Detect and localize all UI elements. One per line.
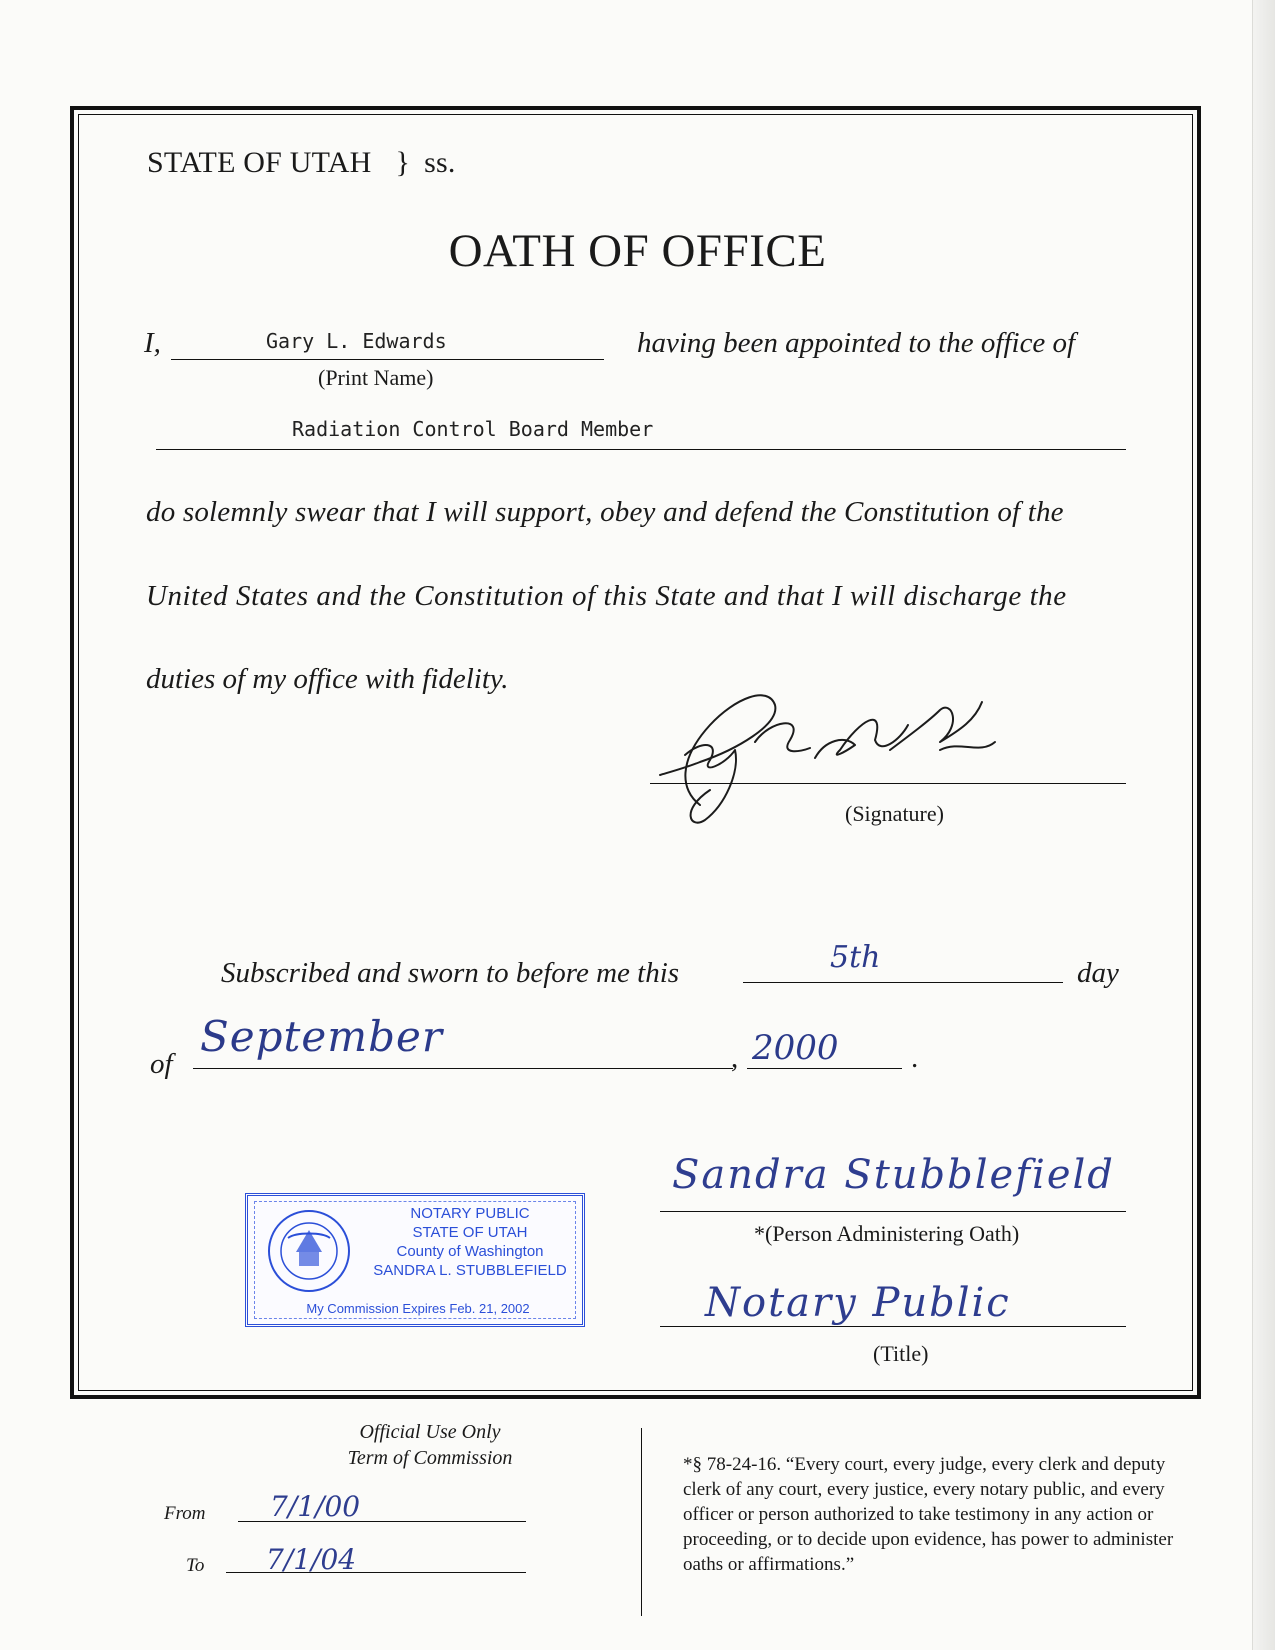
month-value[interactable]: September (200, 1012, 443, 1061)
administrator-caption: *(Person Administering Oath) (754, 1221, 1020, 1246)
office-line (156, 449, 1126, 450)
official-use-title: Official Use Only (359, 1421, 501, 1443)
printed-name-field[interactable]: Gary L. Edwards (266, 329, 447, 353)
document-title: OATH OF OFFICE (448, 225, 827, 277)
signature-line (650, 783, 1126, 784)
administrator-line (660, 1211, 1126, 1212)
day-line (743, 982, 1063, 983)
affiant-signature (640, 680, 1040, 840)
office-field[interactable]: Radiation Control Board Member (292, 417, 654, 441)
administrator-signature: Sandra Stubblefield (672, 1152, 1115, 1198)
brace-glyph: } (395, 146, 411, 179)
from-line (238, 1521, 526, 1522)
term-of-commission: Term of Commission (347, 1447, 513, 1469)
footer-divider (641, 1428, 642, 1616)
title-caption: (Title) (873, 1341, 929, 1366)
administrator-title: Notary Public (705, 1280, 1011, 1326)
from-label: From (164, 1503, 206, 1524)
year-line (747, 1068, 902, 1069)
to-label: To (186, 1555, 205, 1576)
state-name: STATE OF UTAH (147, 146, 372, 179)
seal-text-block (354, 1204, 586, 1280)
to-value[interactable]: 7/1/04 (266, 1543, 357, 1576)
affiant-prefix: I, (144, 327, 161, 359)
seal-expiration: My Commission Expires Feb. 21, 2002 (306, 1301, 530, 1316)
subscribed-text: Subscribed and sworn to before me this (221, 957, 680, 989)
comma: , (731, 1042, 739, 1074)
utah-state-seal-icon (266, 1208, 352, 1294)
printed-name-line (171, 359, 604, 360)
oath-line-3: duties of my office with fidelity. (146, 663, 509, 695)
seal-line-2: STATE OF UTAH (412, 1224, 528, 1241)
ss-label: ss. (424, 146, 456, 179)
statute-citation: *§ 78-24-16. “Every court, every judge, every clerk and deputy clerk of any court, every justice, every notary public, and every officer or person authorized to take testimony in any action or proceeding, or to decide upon evidence, has power to administer oaths or affirmations.” (683, 1454, 1174, 1575)
year-value[interactable]: 2000 (752, 1028, 839, 1068)
period: . (911, 1042, 919, 1074)
day-value[interactable]: 5th (830, 940, 881, 975)
title-line (660, 1326, 1126, 1327)
signature-caption: (Signature) (845, 801, 944, 826)
from-value[interactable]: 7/1/00 (270, 1490, 361, 1523)
seal-line-1: NOTARY PUBLIC (410, 1205, 530, 1222)
oath-line-1: do solemnly swear that I will support, obey and defend the Constitution of the (146, 496, 1064, 528)
month-line (193, 1068, 733, 1069)
print-name-caption: (Print Name) (318, 365, 434, 390)
of-word: of (150, 1048, 173, 1080)
seal-line-3: County of Washington (396, 1243, 544, 1260)
venue-line (147, 146, 456, 180)
to-line (226, 1572, 526, 1573)
day-word: day (1077, 957, 1119, 989)
seal-line-4: SANDRA L. STUBBLEFIELD (373, 1262, 567, 1279)
appointed-text: having been appointed to the office of (637, 327, 1076, 359)
oath-line-2: United States and the Constitution of this State and that I will discharge the (146, 580, 1067, 612)
notary-seal-stamp (245, 1193, 585, 1327)
